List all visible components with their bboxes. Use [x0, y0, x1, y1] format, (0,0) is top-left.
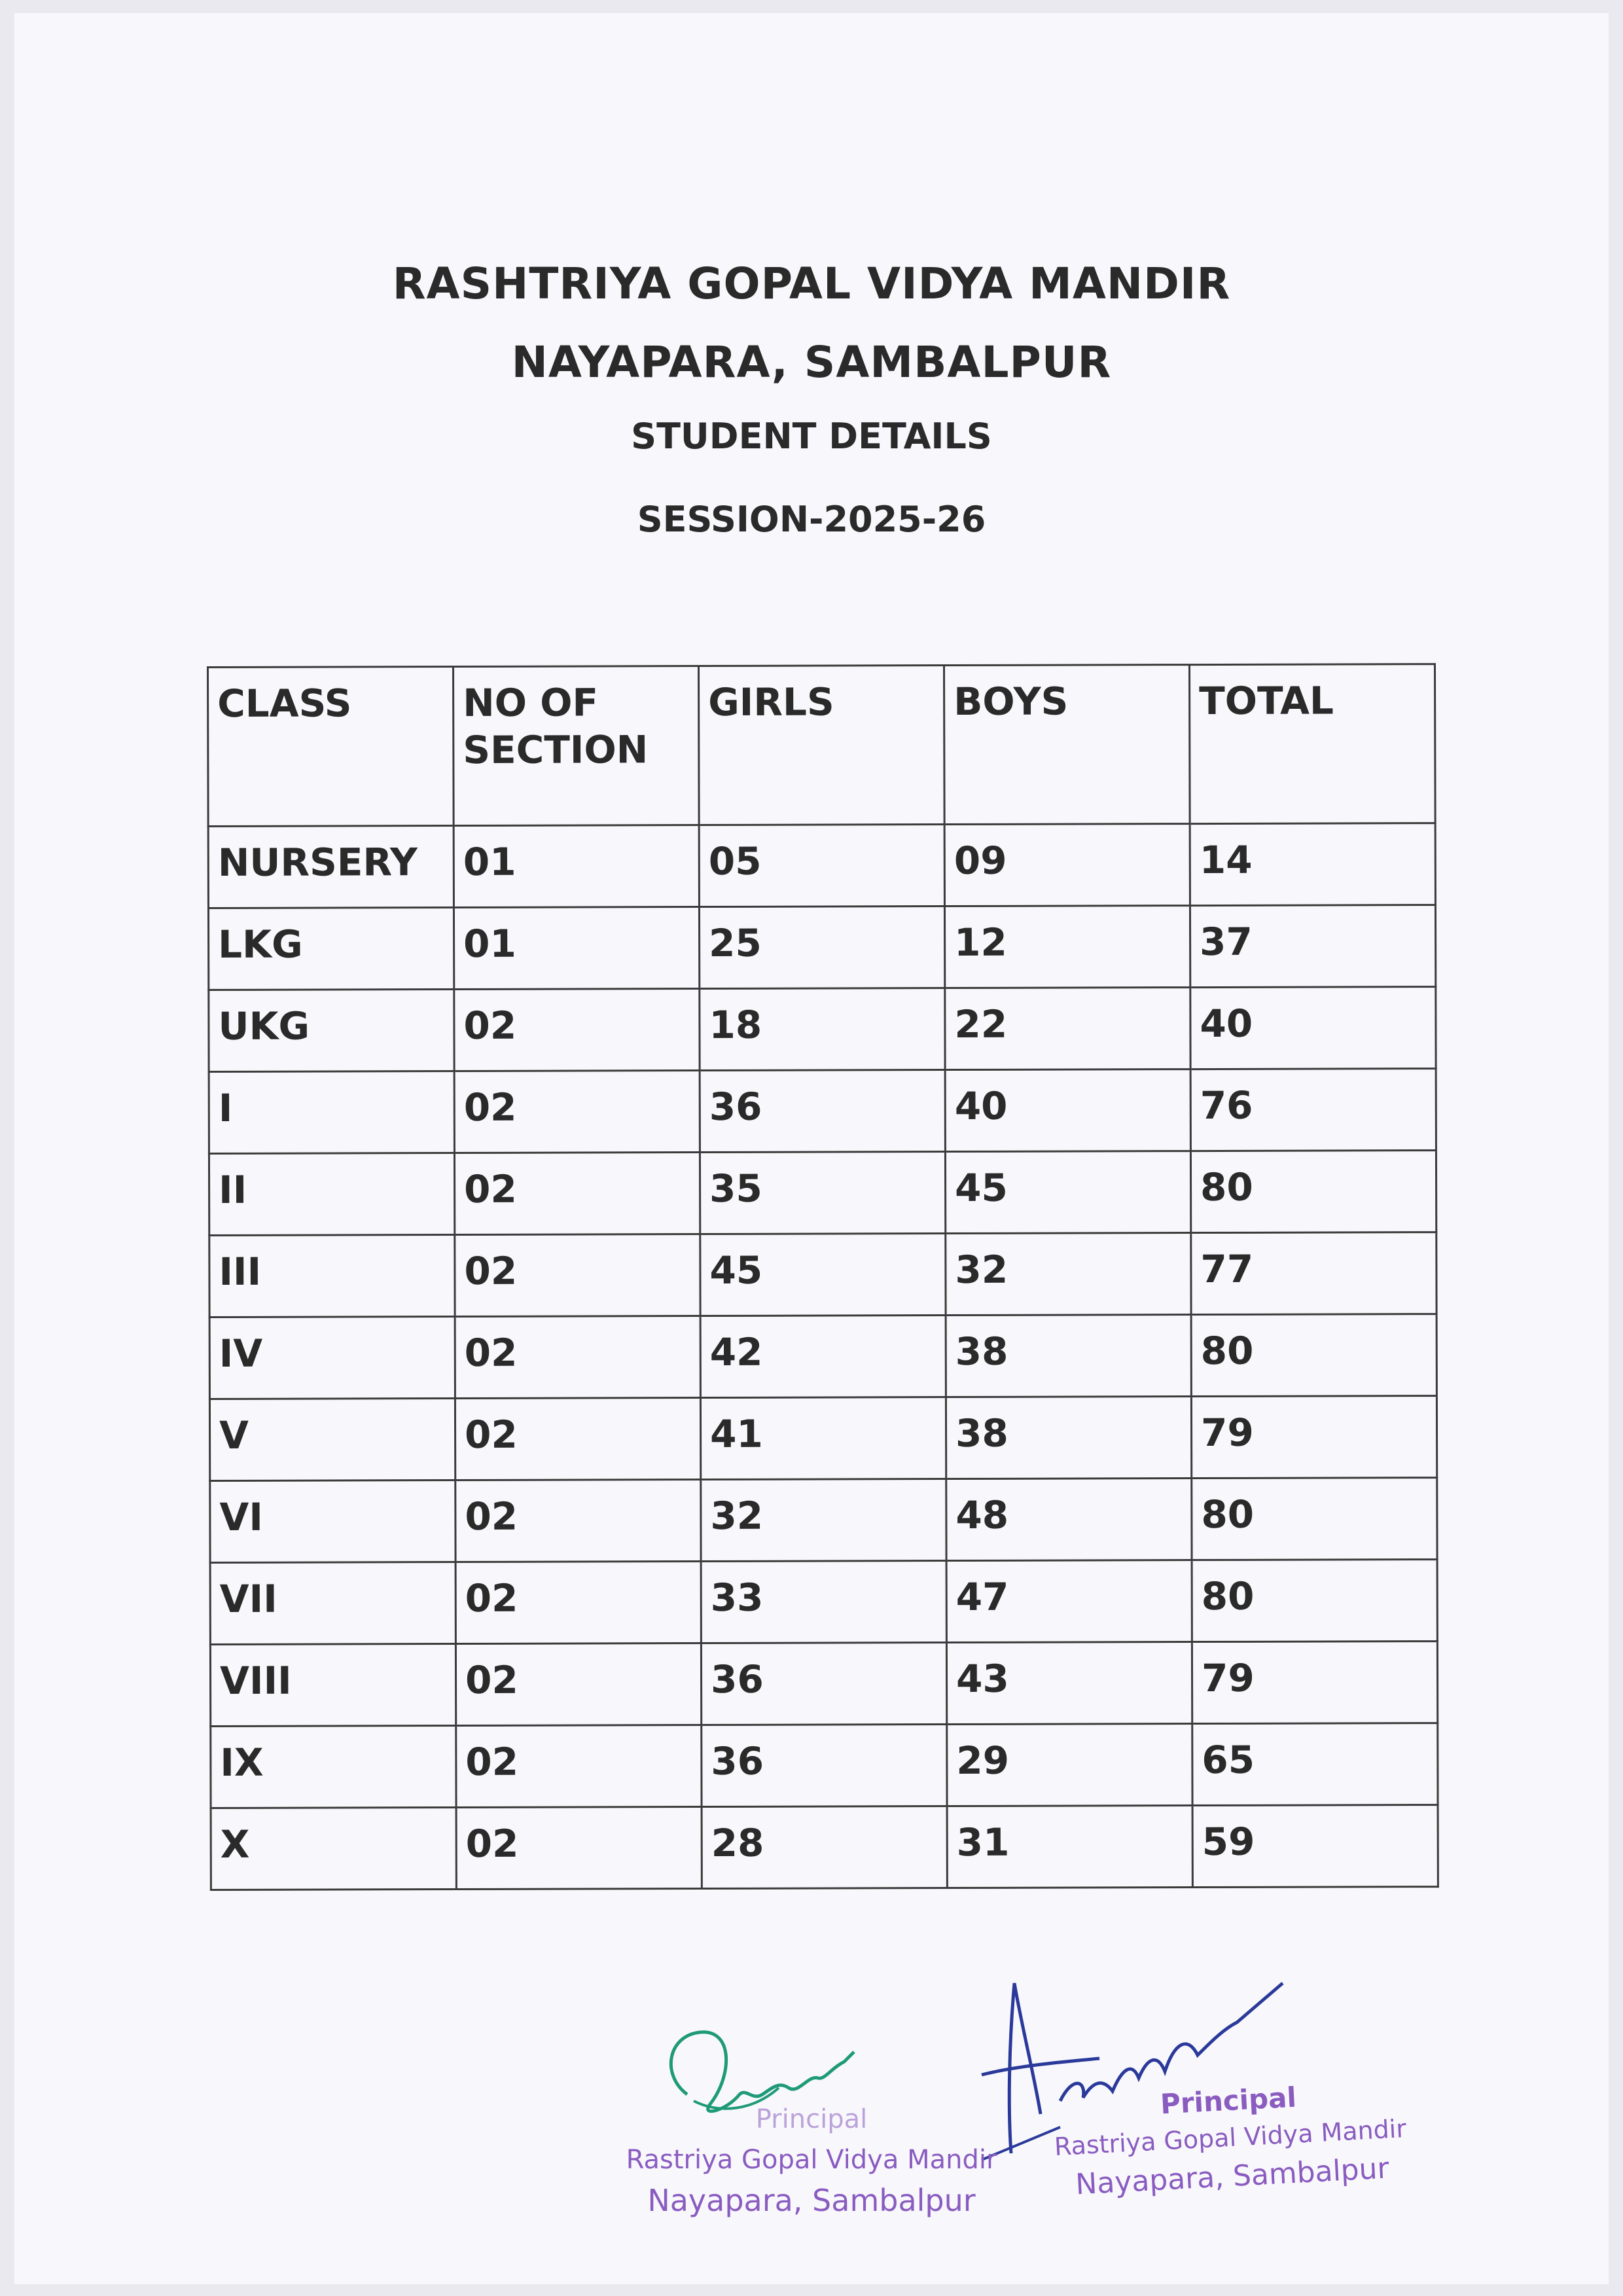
school-name: RASHTRIYA GOPAL VIDYA MANDIR	[392, 259, 1231, 309]
column-header-total: TOTAL	[1189, 664, 1435, 824]
cell-total: 37	[1190, 905, 1435, 988]
cell-sections: 01	[454, 907, 699, 990]
table-row	[210, 1478, 1437, 1563]
cell-class: VI	[210, 1480, 455, 1563]
cell-total: 59	[1192, 1805, 1438, 1888]
right-stamp-school: Rastriya Gopal Vidya Mandir	[1053, 2113, 1407, 2162]
cell-boys: 38	[946, 1397, 1191, 1479]
table-row	[210, 1560, 1437, 1645]
document-subtitle: STUDENT DETAILS	[631, 416, 992, 457]
cell-total: 80	[1191, 1314, 1436, 1397]
cell-sections: 02	[455, 1643, 701, 1726]
cell-girls: 33	[701, 1561, 946, 1643]
cell-sections: 02	[455, 1316, 700, 1399]
cell-girls: 18	[700, 988, 945, 1071]
cell-boys: 43	[946, 1642, 1192, 1725]
cell-sections: 02	[456, 1725, 702, 1808]
table-row	[211, 1723, 1438, 1808]
table-row	[209, 1069, 1436, 1154]
cell-total: 79	[1191, 1396, 1436, 1479]
cell-class: III	[209, 1235, 455, 1318]
cell-class: II	[209, 1153, 454, 1236]
cell-class: IX	[211, 1726, 456, 1808]
cell-girls: 05	[699, 825, 944, 907]
left-principal-stamp	[589, 2104, 1034, 2218]
cell-boys: 40	[945, 1069, 1190, 1152]
cell-boys: 48	[946, 1479, 1192, 1561]
cell-girls: 32	[701, 1479, 946, 1562]
cell-class: NURSERY	[208, 826, 454, 908]
cell-boys: 09	[944, 824, 1190, 906]
cell-girls: 42	[700, 1316, 946, 1398]
cell-sections: 02	[454, 1071, 700, 1153]
cell-girls: 45	[700, 1234, 946, 1316]
student-details-table	[207, 663, 1439, 1891]
left-stamp-school: Rastriya Gopal Vidya Mandir	[626, 2145, 997, 2175]
cell-sections: 02	[456, 1807, 702, 1890]
cell-girls: 28	[702, 1806, 947, 1889]
cell-total: 79	[1192, 1641, 1437, 1724]
column-header-sections: NO OF SECTION	[454, 666, 700, 826]
column-header-class: CLASS	[208, 667, 454, 827]
cell-girls: 41	[700, 1397, 946, 1480]
cell-boys: 38	[946, 1315, 1191, 1397]
column-header-boys: BOYS	[944, 665, 1190, 825]
cell-total: 77	[1191, 1232, 1436, 1315]
cell-class: IV	[209, 1317, 455, 1399]
table-row	[208, 905, 1435, 990]
cell-total: 80	[1190, 1151, 1436, 1233]
cell-girls: 25	[699, 906, 944, 989]
table-header-row	[208, 664, 1436, 827]
cell-class: I	[209, 1071, 454, 1154]
cell-total: 40	[1190, 987, 1436, 1069]
school-location: NAYAPARA, SAMBALPUR	[511, 337, 1112, 387]
cell-class: X	[211, 1808, 456, 1890]
cell-class: UKG	[209, 990, 454, 1072]
cell-total: 14	[1190, 823, 1435, 906]
table-row	[209, 1396, 1436, 1481]
cell-total: 80	[1192, 1478, 1437, 1560]
cell-sections: 02	[454, 1153, 700, 1235]
cell-sections: 02	[455, 1562, 701, 1644]
table-row	[209, 1232, 1436, 1318]
cell-sections: 02	[455, 1480, 701, 1562]
left-stamp-location: Nayapara, Sambalpur	[647, 2183, 976, 2218]
table-row	[209, 1314, 1436, 1399]
cell-total: 65	[1192, 1723, 1438, 1806]
cell-total: 76	[1190, 1069, 1436, 1151]
cell-sections: 02	[455, 1234, 700, 1317]
cell-class: VIII	[210, 1644, 455, 1727]
table-row	[208, 823, 1435, 908]
cell-class: LKG	[208, 908, 454, 990]
table-row	[210, 1641, 1437, 1727]
cell-class: VII	[210, 1562, 455, 1645]
cell-class: V	[209, 1399, 455, 1481]
session-label: SESSION-2025-26	[637, 499, 986, 540]
column-header-girls: GIRLS	[699, 666, 945, 825]
right-stamp-location: Nayapara, Sambalpur	[1075, 2151, 1390, 2202]
cell-boys: 45	[945, 1151, 1190, 1234]
cell-sections: 01	[454, 825, 699, 908]
table-row	[209, 1151, 1436, 1236]
cell-girls: 36	[700, 1070, 945, 1153]
cell-sections: 02	[455, 1398, 700, 1480]
cell-sections: 02	[454, 989, 700, 1071]
cell-girls: 36	[701, 1643, 946, 1725]
cell-boys: 31	[947, 1806, 1192, 1888]
cell-boys: 29	[947, 1724, 1192, 1806]
cell-boys: 32	[946, 1233, 1191, 1316]
cell-boys: 22	[945, 988, 1190, 1070]
cell-girls: 35	[700, 1152, 945, 1234]
cell-boys: 47	[946, 1560, 1192, 1643]
table-row	[211, 1805, 1438, 1890]
right-principal-stamp	[1031, 2074, 1429, 2203]
cell-total: 80	[1192, 1560, 1437, 1642]
cell-boys: 12	[944, 906, 1190, 988]
table-row	[209, 987, 1436, 1072]
left-stamp-title: Principal	[755, 2104, 868, 2134]
right-stamp-title: Principal	[1159, 2081, 1298, 2121]
cell-girls: 36	[702, 1725, 947, 1807]
